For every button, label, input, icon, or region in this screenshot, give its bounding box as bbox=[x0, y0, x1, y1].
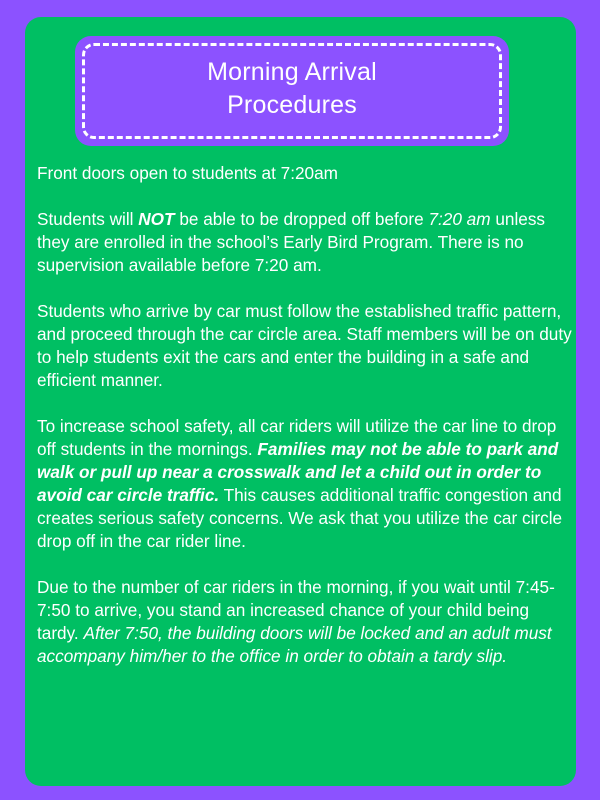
paragraph-early-dropoff bbox=[37, 208, 572, 277]
door-time-text: Front doors open to students at 7:20am bbox=[37, 163, 338, 183]
paragraph-tardy bbox=[37, 576, 572, 668]
procedures-body bbox=[37, 162, 572, 691]
emphasis-locked-doors: After 7:50, the building doors will be locked and an adult must accompany him/her to the office in order to obtain a tardy slip. bbox=[37, 623, 552, 666]
text-segment: Students will bbox=[37, 209, 139, 229]
car-arrival-text: Students who arrive by car must follow the established traffic pattern, and proceed through the car circle area. Staff members will be on duty to help students exit the cars and enter the building in a safe and efficient manner. bbox=[37, 301, 572, 390]
content-panel bbox=[25, 17, 576, 786]
text-segment: Due to the number of car riders in the morning, if you wait until 7:45-7:50 to arrive, you stand an increased chance of your child being tardy. bbox=[37, 577, 555, 643]
text-segment: This causes additional traffic congestion and creates serious safety concerns. We ask that you utilize the car circle drop off in the car rider line. bbox=[37, 485, 563, 551]
paragraph-door-time bbox=[37, 162, 572, 185]
title-banner bbox=[75, 36, 509, 146]
emphasis-time: 7:20 am bbox=[428, 209, 491, 229]
text-segment: unless they are enrolled in the school’s Early Bird Program. There is no supervision available before 7:20 am. bbox=[37, 209, 546, 275]
page-title bbox=[75, 56, 509, 122]
text-segment: To increase school safety, all car riders will utilize the car line to drop off students in the mornings. bbox=[37, 416, 557, 459]
emphasis-families-warning: Families may not be able to park and walk or pull up near a crosswalk and let a child out in order to avoid car circle traffic. bbox=[37, 439, 559, 505]
paragraph-car-arrival bbox=[37, 300, 572, 392]
title-line-2: Procedures bbox=[227, 91, 357, 119]
title-line-1: Morning Arrival bbox=[207, 58, 377, 86]
text-segment: be able to be dropped off before bbox=[174, 209, 429, 229]
paragraph-safety bbox=[37, 415, 572, 553]
emphasis-not: NOT bbox=[138, 209, 175, 229]
